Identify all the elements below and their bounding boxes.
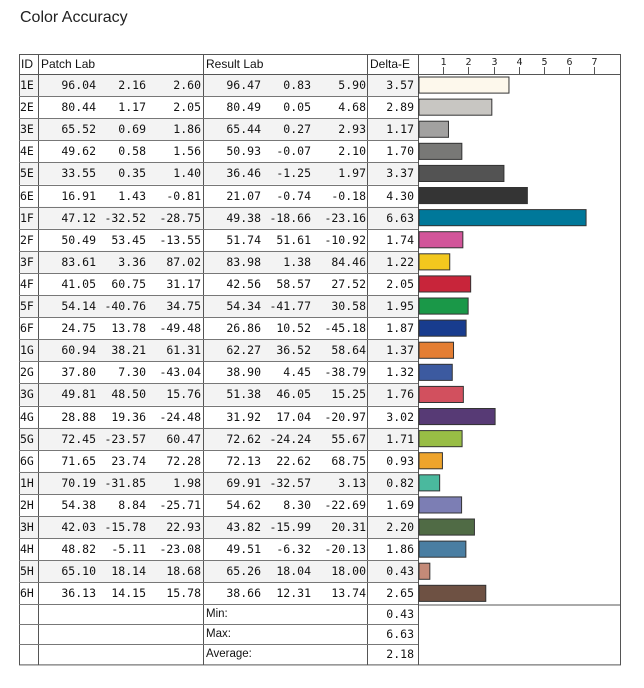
patch-lab-value: 1.56	[173, 144, 201, 159]
delta-bar-2E	[419, 99, 492, 115]
result-lab-value: 49.38	[226, 210, 261, 225]
result-lab-value: -0.74	[276, 188, 311, 203]
patch-lab-value: 7.30	[118, 365, 146, 380]
delta-bar-2F	[419, 232, 463, 248]
patch-id: 6F	[20, 321, 34, 336]
result-lab-value: 68.75	[331, 453, 366, 468]
result-lab-value: 42.56	[226, 276, 261, 291]
delta-e-value: 3.37	[386, 166, 414, 181]
result-lab-value: 5.90	[338, 78, 366, 92]
result-lab-value: 38.90	[226, 365, 261, 380]
patch-lab-value: 41.05	[61, 276, 96, 291]
result-lab-value: 54.34	[226, 299, 261, 313]
patch-id: 1H	[20, 475, 34, 490]
delta-bar-3G	[419, 386, 463, 402]
result-lab-value: 1.97	[338, 166, 366, 181]
result-lab-value: 2.10	[338, 144, 366, 159]
patch-lab-value: 37.80	[61, 365, 96, 380]
delta-e-value: 1.74	[386, 232, 414, 247]
delta-e-value: 1.95	[386, 299, 414, 313]
patch-lab-value: -13.55	[159, 232, 201, 247]
patch-lab-value: -28.75	[159, 210, 201, 225]
patch-id: 5E	[20, 166, 34, 181]
result-lab-value: 51.38	[226, 387, 261, 402]
delta-e-value: 1.76	[386, 387, 414, 402]
patch-lab-value: 48.50	[111, 387, 146, 402]
result-lab-value: -20.97	[324, 409, 366, 424]
patch-lab-value: -0.81	[166, 188, 201, 203]
patch-lab-value: 38.21	[111, 343, 146, 358]
result-lab-value: 80.49	[226, 100, 261, 115]
patch-id: 2F	[20, 232, 34, 247]
patch-lab-value: 15.76	[166, 387, 201, 402]
patch-lab-value: 24.75	[61, 321, 96, 336]
delta-e-value: 2.05	[386, 276, 414, 291]
result-lab-value: 58.57	[276, 276, 311, 291]
delta-bar-4E	[419, 143, 462, 159]
result-lab-value: -23.16	[324, 210, 366, 225]
result-lab-value: 51.74	[226, 232, 261, 247]
summary-value: 6.63	[386, 627, 414, 642]
result-lab-value: -41.77	[269, 299, 311, 313]
patch-lab-value: 0.69	[118, 122, 146, 137]
result-lab-value: 0.83	[283, 78, 311, 92]
delta-bar-6E	[419, 188, 527, 204]
patch-lab-value: 1.43	[118, 188, 146, 203]
delta-bar-2H	[419, 497, 462, 513]
delta-e-value: 0.43	[386, 564, 414, 579]
patch-lab-value: 1.17	[118, 100, 146, 115]
patch-lab-value: 70.19	[61, 475, 96, 490]
delta-bar-1E	[419, 77, 509, 93]
patch-lab-value: -25.71	[159, 497, 201, 512]
patch-id: 2H	[20, 497, 34, 512]
result-lab-value: -22.69	[324, 497, 366, 512]
delta-e-value: 1.71	[386, 431, 414, 446]
result-lab-value: 30.58	[331, 299, 366, 313]
patch-lab-value: 83.61	[61, 254, 96, 269]
patch-lab-value: 14.15	[111, 586, 146, 601]
result-lab-value: 4.68	[338, 100, 366, 115]
result-lab-value: 17.04	[276, 409, 311, 424]
result-lab-value: 20.31	[331, 520, 366, 534]
result-lab-value: 50.93	[226, 144, 261, 159]
patch-id: 3H	[20, 520, 34, 534]
result-lab-value: 22.62	[276, 453, 311, 468]
delta-e-value: 4.30	[386, 188, 414, 203]
patch-id: 3E	[20, 122, 34, 137]
summary-label: Min:	[206, 608, 228, 621]
delta-e-value: 3.57	[386, 78, 414, 92]
patch-lab-value: 18.68	[166, 564, 201, 579]
result-lab-value: 36.52	[276, 343, 311, 358]
patch-lab-value: -49.48	[159, 321, 201, 336]
result-lab-value: 27.52	[331, 276, 366, 291]
patch-lab-value: 22.93	[166, 520, 201, 534]
result-lab-value: -18.66	[269, 210, 311, 225]
patch-lab-value: 19.36	[111, 409, 146, 424]
result-lab-value: 26.86	[226, 321, 261, 336]
delta-e-value: 2.89	[386, 100, 414, 115]
patch-id: 5G	[20, 431, 34, 446]
delta-bar-4H	[419, 541, 466, 557]
delta-bar-4F	[419, 276, 471, 292]
result-lab-value: 55.67	[331, 431, 366, 446]
patch-lab-value: 36.13	[61, 586, 96, 601]
header-id: ID	[21, 57, 33, 71]
delta-bar-6F	[419, 320, 466, 336]
patch-lab-value: 42.03	[61, 520, 96, 534]
delta-e-value: 6.63	[386, 210, 414, 225]
patch-id: 2E	[20, 100, 34, 115]
summary-value: 2.18	[386, 647, 414, 662]
axis-tick-label: 1	[440, 57, 447, 68]
patch-id: 1E	[20, 78, 34, 92]
patch-lab-value: 13.78	[111, 321, 146, 336]
patch-id: 1F	[20, 210, 34, 225]
patch-lab-value: -43.04	[159, 365, 201, 380]
result-lab-value: 18.00	[331, 564, 366, 579]
result-lab-value: 49.51	[226, 542, 261, 557]
delta-e-value: 0.93	[386, 453, 414, 468]
result-lab-value: 15.25	[331, 387, 366, 402]
result-lab-value: 21.07	[226, 188, 261, 203]
patch-lab-value: 54.14	[61, 299, 96, 313]
result-lab-value: 3.13	[338, 475, 366, 490]
result-lab-value: 58.64	[331, 343, 366, 358]
patch-lab-value: 60.94	[61, 343, 96, 358]
axis-tick-label: 6	[566, 57, 573, 68]
patch-lab-value: 87.02	[166, 254, 201, 269]
result-lab-value: -1.25	[276, 166, 311, 181]
patch-lab-value: 0.58	[118, 144, 146, 159]
result-lab-value: 13.74	[331, 586, 366, 601]
patch-lab-value: 72.28	[166, 453, 201, 468]
patch-lab-value: 48.82	[61, 542, 96, 557]
patch-lab-value: 50.49	[61, 232, 96, 247]
patch-lab-value: 71.65	[61, 453, 96, 468]
delta-e-value: 1.37	[386, 343, 414, 358]
delta-bar-3F	[419, 254, 450, 270]
result-lab-value: 43.82	[226, 520, 261, 534]
result-lab-value: -24.24	[269, 431, 311, 446]
header-patch-lab: Patch Lab	[41, 57, 96, 71]
result-lab-value: 62.27	[226, 343, 261, 358]
result-lab-value: -38.79	[324, 365, 366, 380]
header-delta-e: Delta-E	[370, 57, 411, 71]
axis-tick-label: 7	[591, 57, 598, 68]
delta-bar-5G	[419, 431, 462, 447]
page-title: Color Accuracy	[20, 9, 128, 26]
patch-lab-value: 47.12	[61, 210, 96, 225]
result-lab-value: 84.46	[331, 254, 366, 269]
delta-e-value: 1.69	[386, 497, 414, 512]
patch-lab-value: 16.91	[61, 188, 96, 203]
patch-id: 4G	[20, 409, 34, 424]
patch-id: 5H	[20, 564, 34, 579]
header-result-lab: Result Lab	[206, 57, 264, 71]
result-lab-value: -45.18	[324, 321, 366, 336]
result-lab-value: 31.92	[226, 409, 261, 424]
result-lab-value: 83.98	[226, 254, 261, 269]
axis-tick-label: 5	[541, 57, 548, 68]
patch-lab-value: -15.78	[104, 520, 146, 534]
result-lab-value: 69.91	[226, 475, 261, 490]
patch-lab-value: 28.88	[61, 409, 96, 424]
delta-e-value: 1.86	[386, 542, 414, 557]
result-lab-value: -32.57	[269, 475, 311, 490]
result-lab-value: 46.05	[276, 387, 311, 402]
result-lab-value: 12.31	[276, 586, 311, 601]
result-lab-value: 96.47	[226, 78, 261, 92]
result-lab-value: -15.99	[269, 520, 311, 534]
patch-lab-value: 61.31	[166, 343, 201, 358]
patch-lab-value: 65.10	[61, 564, 96, 579]
result-lab-value: 8.30	[283, 497, 311, 512]
delta-e-value: 2.65	[386, 586, 414, 601]
patch-id: 3F	[20, 254, 34, 269]
delta-bar-3H	[419, 519, 474, 535]
result-lab-value: 10.52	[276, 321, 311, 336]
delta-bar-1G	[419, 342, 454, 358]
result-lab-value: 54.62	[226, 497, 261, 512]
patch-lab-value: 8.84	[118, 497, 146, 512]
result-lab-value: -20.13	[324, 542, 366, 557]
delta-bar-3E	[419, 121, 448, 137]
patch-lab-value: -5.11	[111, 542, 146, 557]
patch-lab-value: -23.08	[159, 542, 201, 557]
result-lab-value: 38.66	[226, 586, 261, 601]
delta-e-value: 1.32	[386, 365, 414, 380]
result-lab-value: 0.05	[283, 100, 311, 115]
patch-lab-value: 2.16	[118, 78, 146, 92]
patch-id: 2G	[20, 365, 34, 380]
patch-lab-value: 31.17	[166, 276, 201, 291]
patch-lab-value: 65.52	[61, 122, 96, 137]
result-lab-value: 72.13	[226, 453, 261, 468]
delta-bar-5E	[419, 165, 504, 181]
result-lab-value: 1.38	[283, 254, 311, 269]
patch-lab-value: 1.40	[173, 166, 201, 181]
patch-lab-value: 34.75	[166, 299, 201, 313]
axis-tick-label: 4	[516, 57, 523, 68]
patch-id: 5F	[20, 299, 34, 313]
patch-lab-value: -23.57	[104, 431, 146, 446]
delta-bar-5F	[419, 298, 468, 314]
delta-e-value: 1.70	[386, 144, 414, 159]
delta-bar-1H	[419, 475, 440, 491]
patch-lab-value: 72.45	[61, 431, 96, 446]
patch-lab-value: 49.62	[61, 144, 96, 159]
result-lab-value: -10.92	[324, 232, 366, 247]
patch-lab-value: -32.52	[104, 210, 146, 225]
patch-lab-value: 53.45	[111, 232, 146, 247]
axis-tick-label: 2	[465, 57, 472, 68]
delta-bar-4G	[419, 409, 495, 425]
patch-lab-value: 54.38	[61, 497, 96, 512]
result-lab-value: 36.46	[226, 166, 261, 181]
patch-id: 3G	[20, 387, 34, 402]
patch-lab-value: 60.75	[111, 276, 146, 291]
patch-lab-value: 1.98	[173, 475, 201, 490]
patch-lab-value: 2.05	[173, 100, 201, 115]
patch-lab-value: 1.86	[173, 122, 201, 137]
delta-e-value: 0.82	[386, 475, 414, 490]
patch-lab-value: 80.44	[61, 100, 96, 115]
patch-lab-value: 0.35	[118, 166, 146, 181]
delta-bar-1F	[419, 210, 586, 226]
result-lab-value: -0.18	[331, 188, 366, 203]
result-lab-value: 72.62	[226, 431, 261, 446]
summary-label: Average:	[206, 648, 252, 661]
delta-e-value: 3.02	[386, 409, 414, 424]
patch-id: 6H	[20, 586, 34, 601]
patch-lab-value: 15.78	[166, 586, 201, 601]
patch-id: 4H	[20, 542, 34, 557]
patch-lab-value: 96.04	[61, 78, 96, 92]
result-lab-value: -0.07	[276, 144, 311, 159]
patch-id: 1G	[20, 343, 34, 358]
patch-lab-value: -24.48	[159, 409, 201, 424]
delta-bar-2G	[419, 364, 452, 380]
result-lab-value: 65.44	[226, 122, 261, 137]
patch-lab-value: -40.76	[104, 299, 146, 313]
result-lab-value: 65.26	[226, 564, 261, 579]
patch-lab-value: 33.55	[61, 166, 96, 181]
patch-id: 6E	[20, 188, 34, 203]
delta-e-value: 1.17	[386, 122, 414, 137]
delta-e-value: 1.87	[386, 321, 414, 336]
patch-id: 6G	[20, 453, 34, 468]
delta-bar-6G	[419, 453, 442, 469]
patch-id: 4F	[20, 276, 34, 291]
patch-lab-value: 60.47	[166, 431, 201, 446]
patch-lab-value: 49.81	[61, 387, 96, 402]
result-lab-value: 4.45	[283, 365, 311, 380]
axis-tick-label: 3	[491, 57, 498, 68]
result-lab-value: -6.32	[276, 542, 311, 557]
delta-bar-6H	[419, 585, 486, 601]
patch-lab-value: 3.36	[118, 254, 146, 269]
result-lab-value: 18.04	[276, 564, 311, 579]
patch-lab-value: -31.85	[104, 475, 146, 490]
delta-bar-5H	[419, 563, 430, 579]
result-lab-value: 2.93	[338, 122, 366, 137]
patch-lab-value: 2.60	[173, 78, 201, 92]
patch-lab-value: 18.14	[111, 564, 146, 579]
result-lab-value: 51.61	[276, 232, 311, 247]
delta-e-value: 1.22	[386, 254, 414, 269]
summary-value: 0.43	[386, 607, 414, 622]
patch-id: 4E	[20, 144, 34, 159]
delta-e-value: 2.20	[386, 520, 414, 534]
result-lab-value: 0.27	[283, 122, 311, 137]
summary-label: Max:	[206, 628, 231, 641]
patch-lab-value: 23.74	[111, 453, 146, 468]
